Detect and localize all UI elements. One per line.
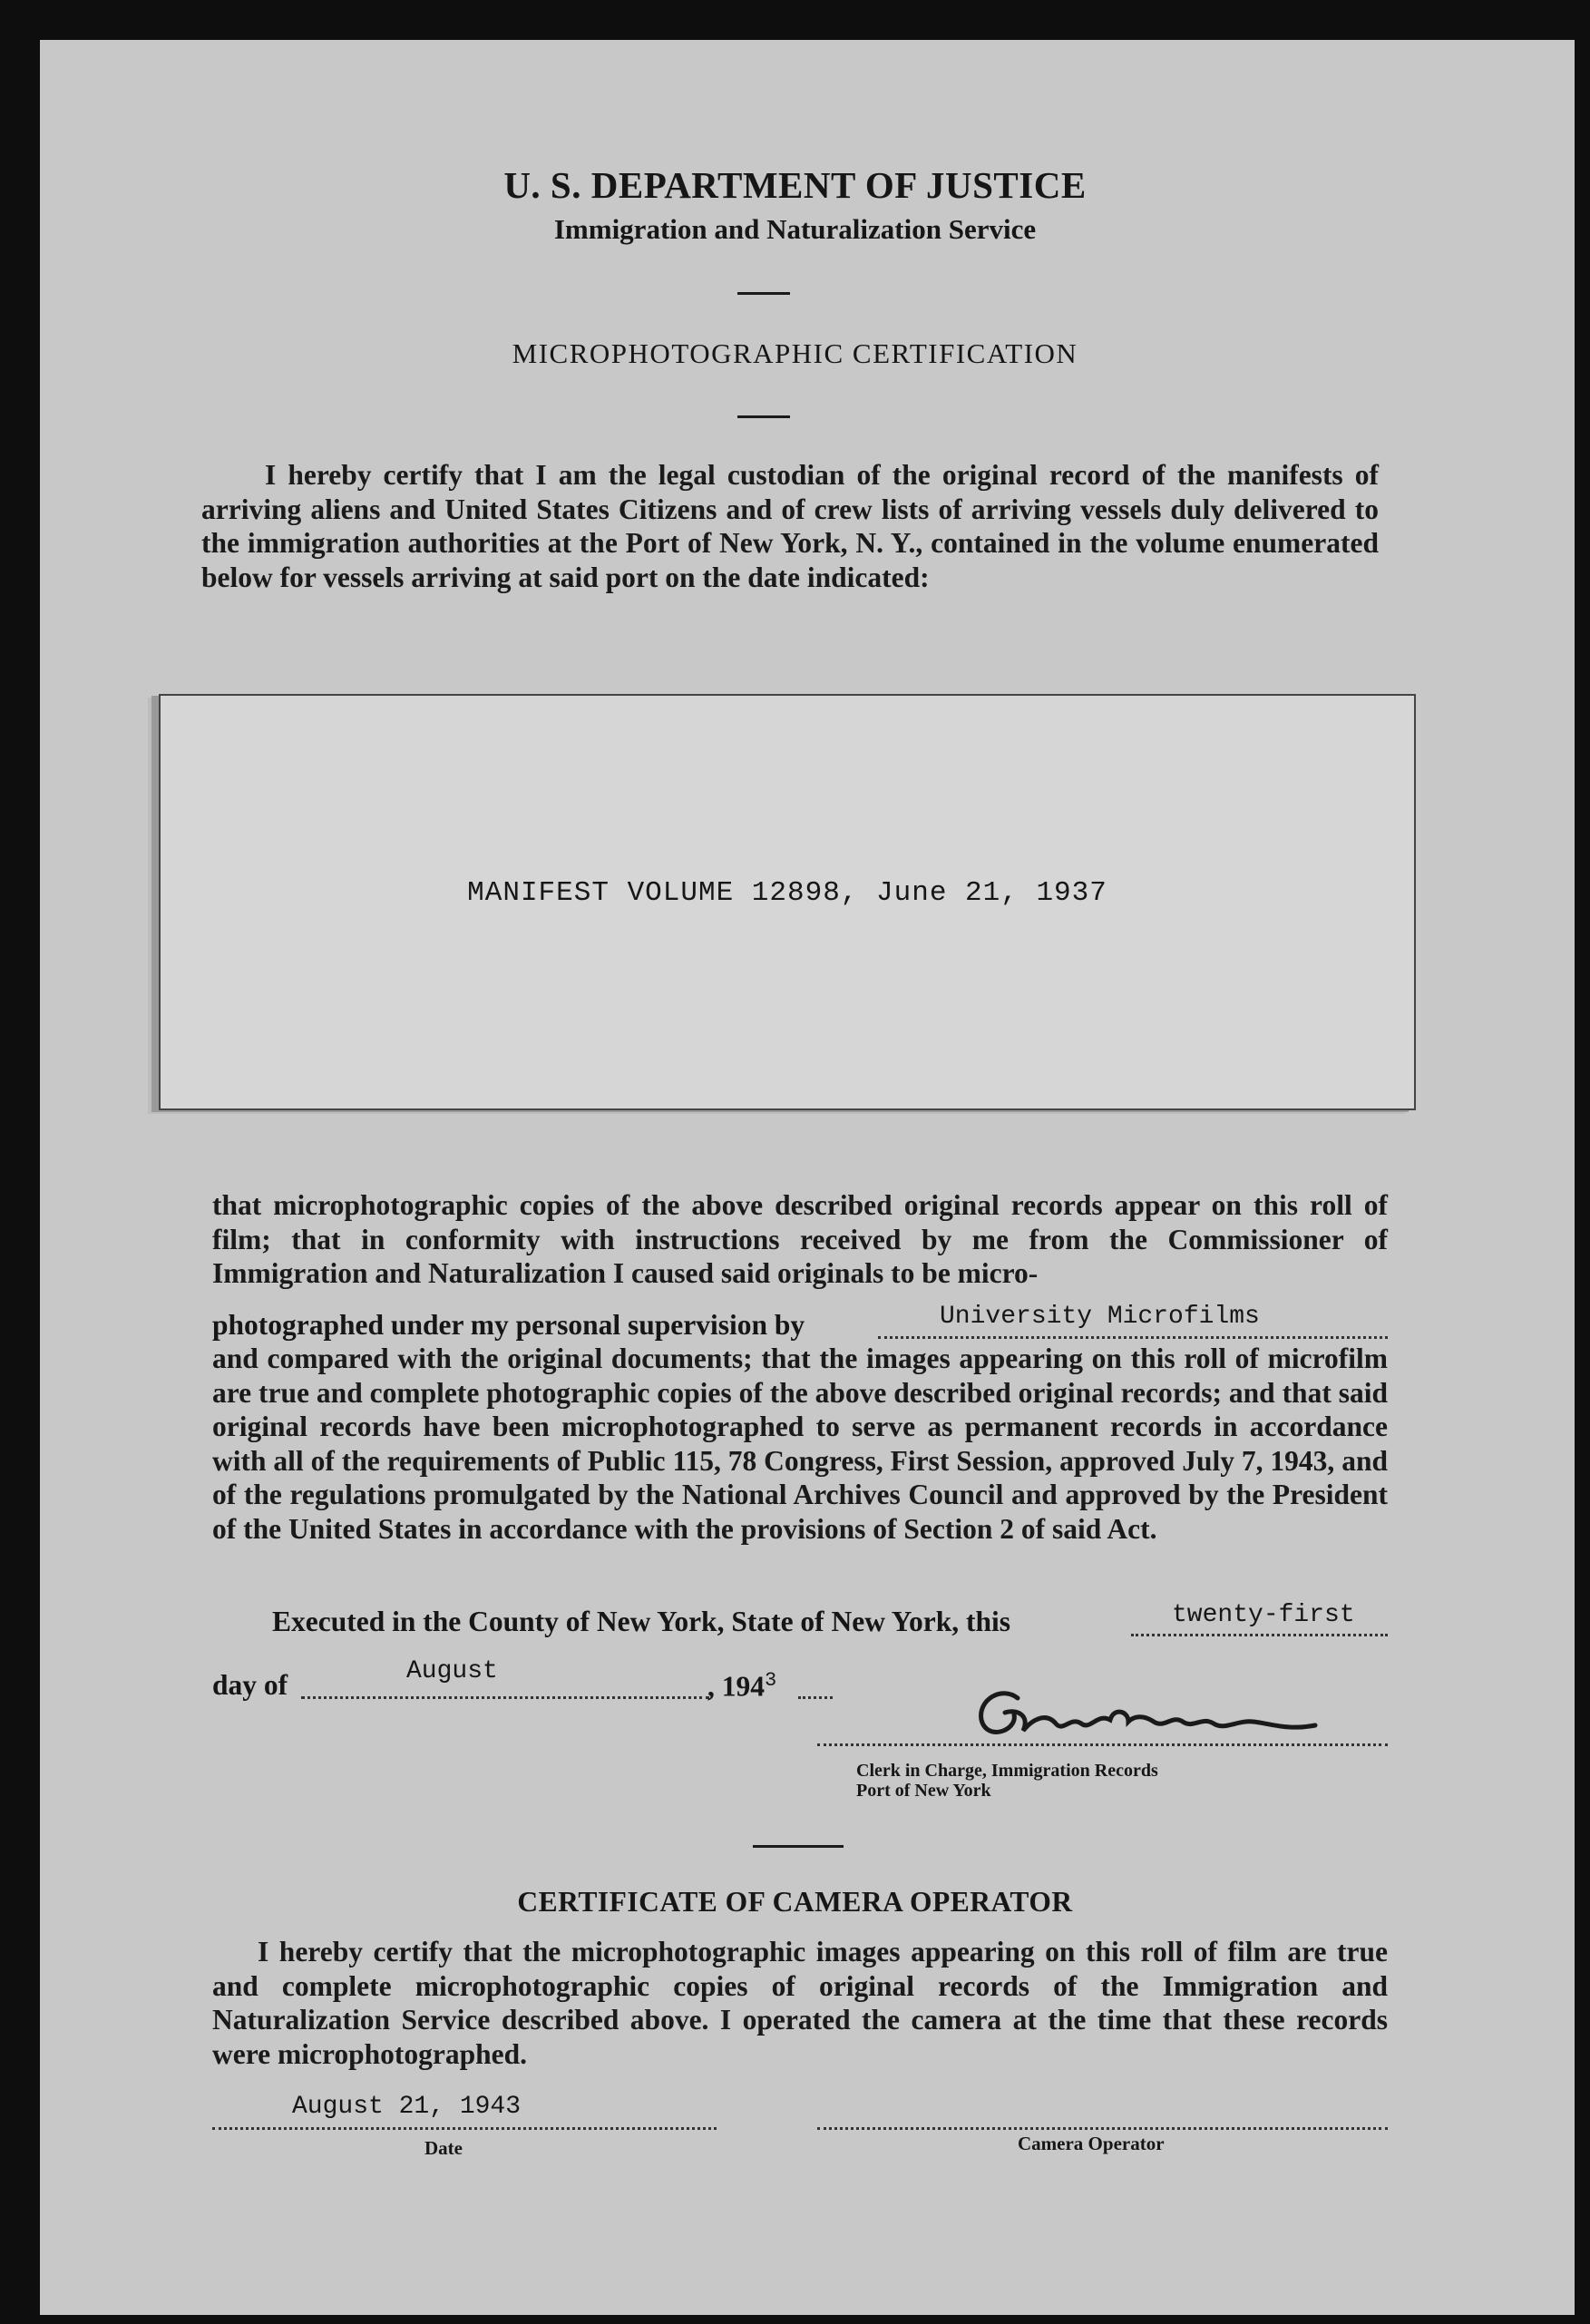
manifest-volume-text: MANIFEST VOLUME 12898, June 21, 1937 bbox=[467, 877, 1107, 909]
date-value: August 21, 1943 bbox=[292, 2093, 522, 2121]
year-line bbox=[798, 1696, 833, 1699]
executed-label: Executed in the County of New York, State of New York, this bbox=[272, 1606, 1011, 1637]
year-label: , $194^3$ bbox=[707, 1669, 777, 1703]
certification-title: MICROPHOTOGRAPHIC CERTIFICATION bbox=[512, 337, 1078, 369]
intro-paragraph: I hereby certify that I am the legal custodian of the original record of the manifests of arriving aliens and United States Citizens and of crew lists of arriving vessels duly delivered to the immigration authorities at the Port of New York, N. Y., contained in the volume enumerated below for vessels arriving at said port on the date indicated: bbox=[201, 459, 1379, 593]
executed-day-value: twenty-first bbox=[1172, 1601, 1355, 1629]
executed-day-line bbox=[1131, 1634, 1388, 1636]
divider-rule bbox=[753, 1845, 844, 1848]
month-value: August bbox=[406, 1657, 498, 1685]
camera-operator-paragraph: I hereby certify that the microphotographic images appearing on this roll of film are true and complete microphotographic copies of original records of the Immigration and Naturalization Service described above. I operated the camera at the time that these records were microphotographed. bbox=[212, 1936, 1388, 2070]
body-paragraph-part1: that microphotographic copies of the above described original records appear on this roll of film; that in conformity with instructions received by me from the Commissioner of Immigration and Naturalization I caused said originals to be micro- bbox=[212, 1189, 1388, 1289]
department-heading: U. S. DEPARTMENT OF JUSTICE bbox=[503, 164, 1087, 206]
clerk-signature bbox=[961, 1676, 1388, 1749]
camera-operator-title: CERTIFICATE OF CAMERA OPERATOR bbox=[517, 1886, 1073, 1918]
clerk-title: Clerk in Charge, Immigration Records Port of New York bbox=[856, 1761, 1158, 1801]
clerk-signature-line bbox=[817, 1743, 1388, 1746]
date-line bbox=[212, 2127, 717, 2130]
photographed-by-line bbox=[878, 1336, 1388, 1339]
body-paragraph-part2: and compared with the original documents; that the images appearing on this roll of microfilm are true and complete photographic copies of the above described original records; and that said original records have been microphotographed to serve as permanent records in accordance with all of the requirements of Public 115, 78 Congress, First Session, approved July 7, 1943, and of the regulations promulgated by the National Archives Council and approved by the President of the United States in accordance with the provisions of Section 2 of said Act. bbox=[212, 1343, 1388, 1545]
day-of-label: day of bbox=[212, 1669, 288, 1701]
date-label: Date bbox=[424, 2137, 463, 2159]
service-subheading: Immigration and Naturalization Service bbox=[553, 213, 1037, 245]
camera-operator-signature-line bbox=[817, 2127, 1388, 2130]
photographed-by-label: photographed under my personal supervision by bbox=[212, 1309, 805, 1341]
month-line bbox=[301, 1696, 709, 1699]
camera-operator-label: Camera Operator bbox=[1018, 2133, 1165, 2154]
manifest-card bbox=[159, 694, 1416, 1110]
divider-rule bbox=[737, 415, 790, 418]
divider-rule bbox=[737, 292, 790, 295]
photographed-by-value: University Microfilms bbox=[940, 1303, 1260, 1331]
